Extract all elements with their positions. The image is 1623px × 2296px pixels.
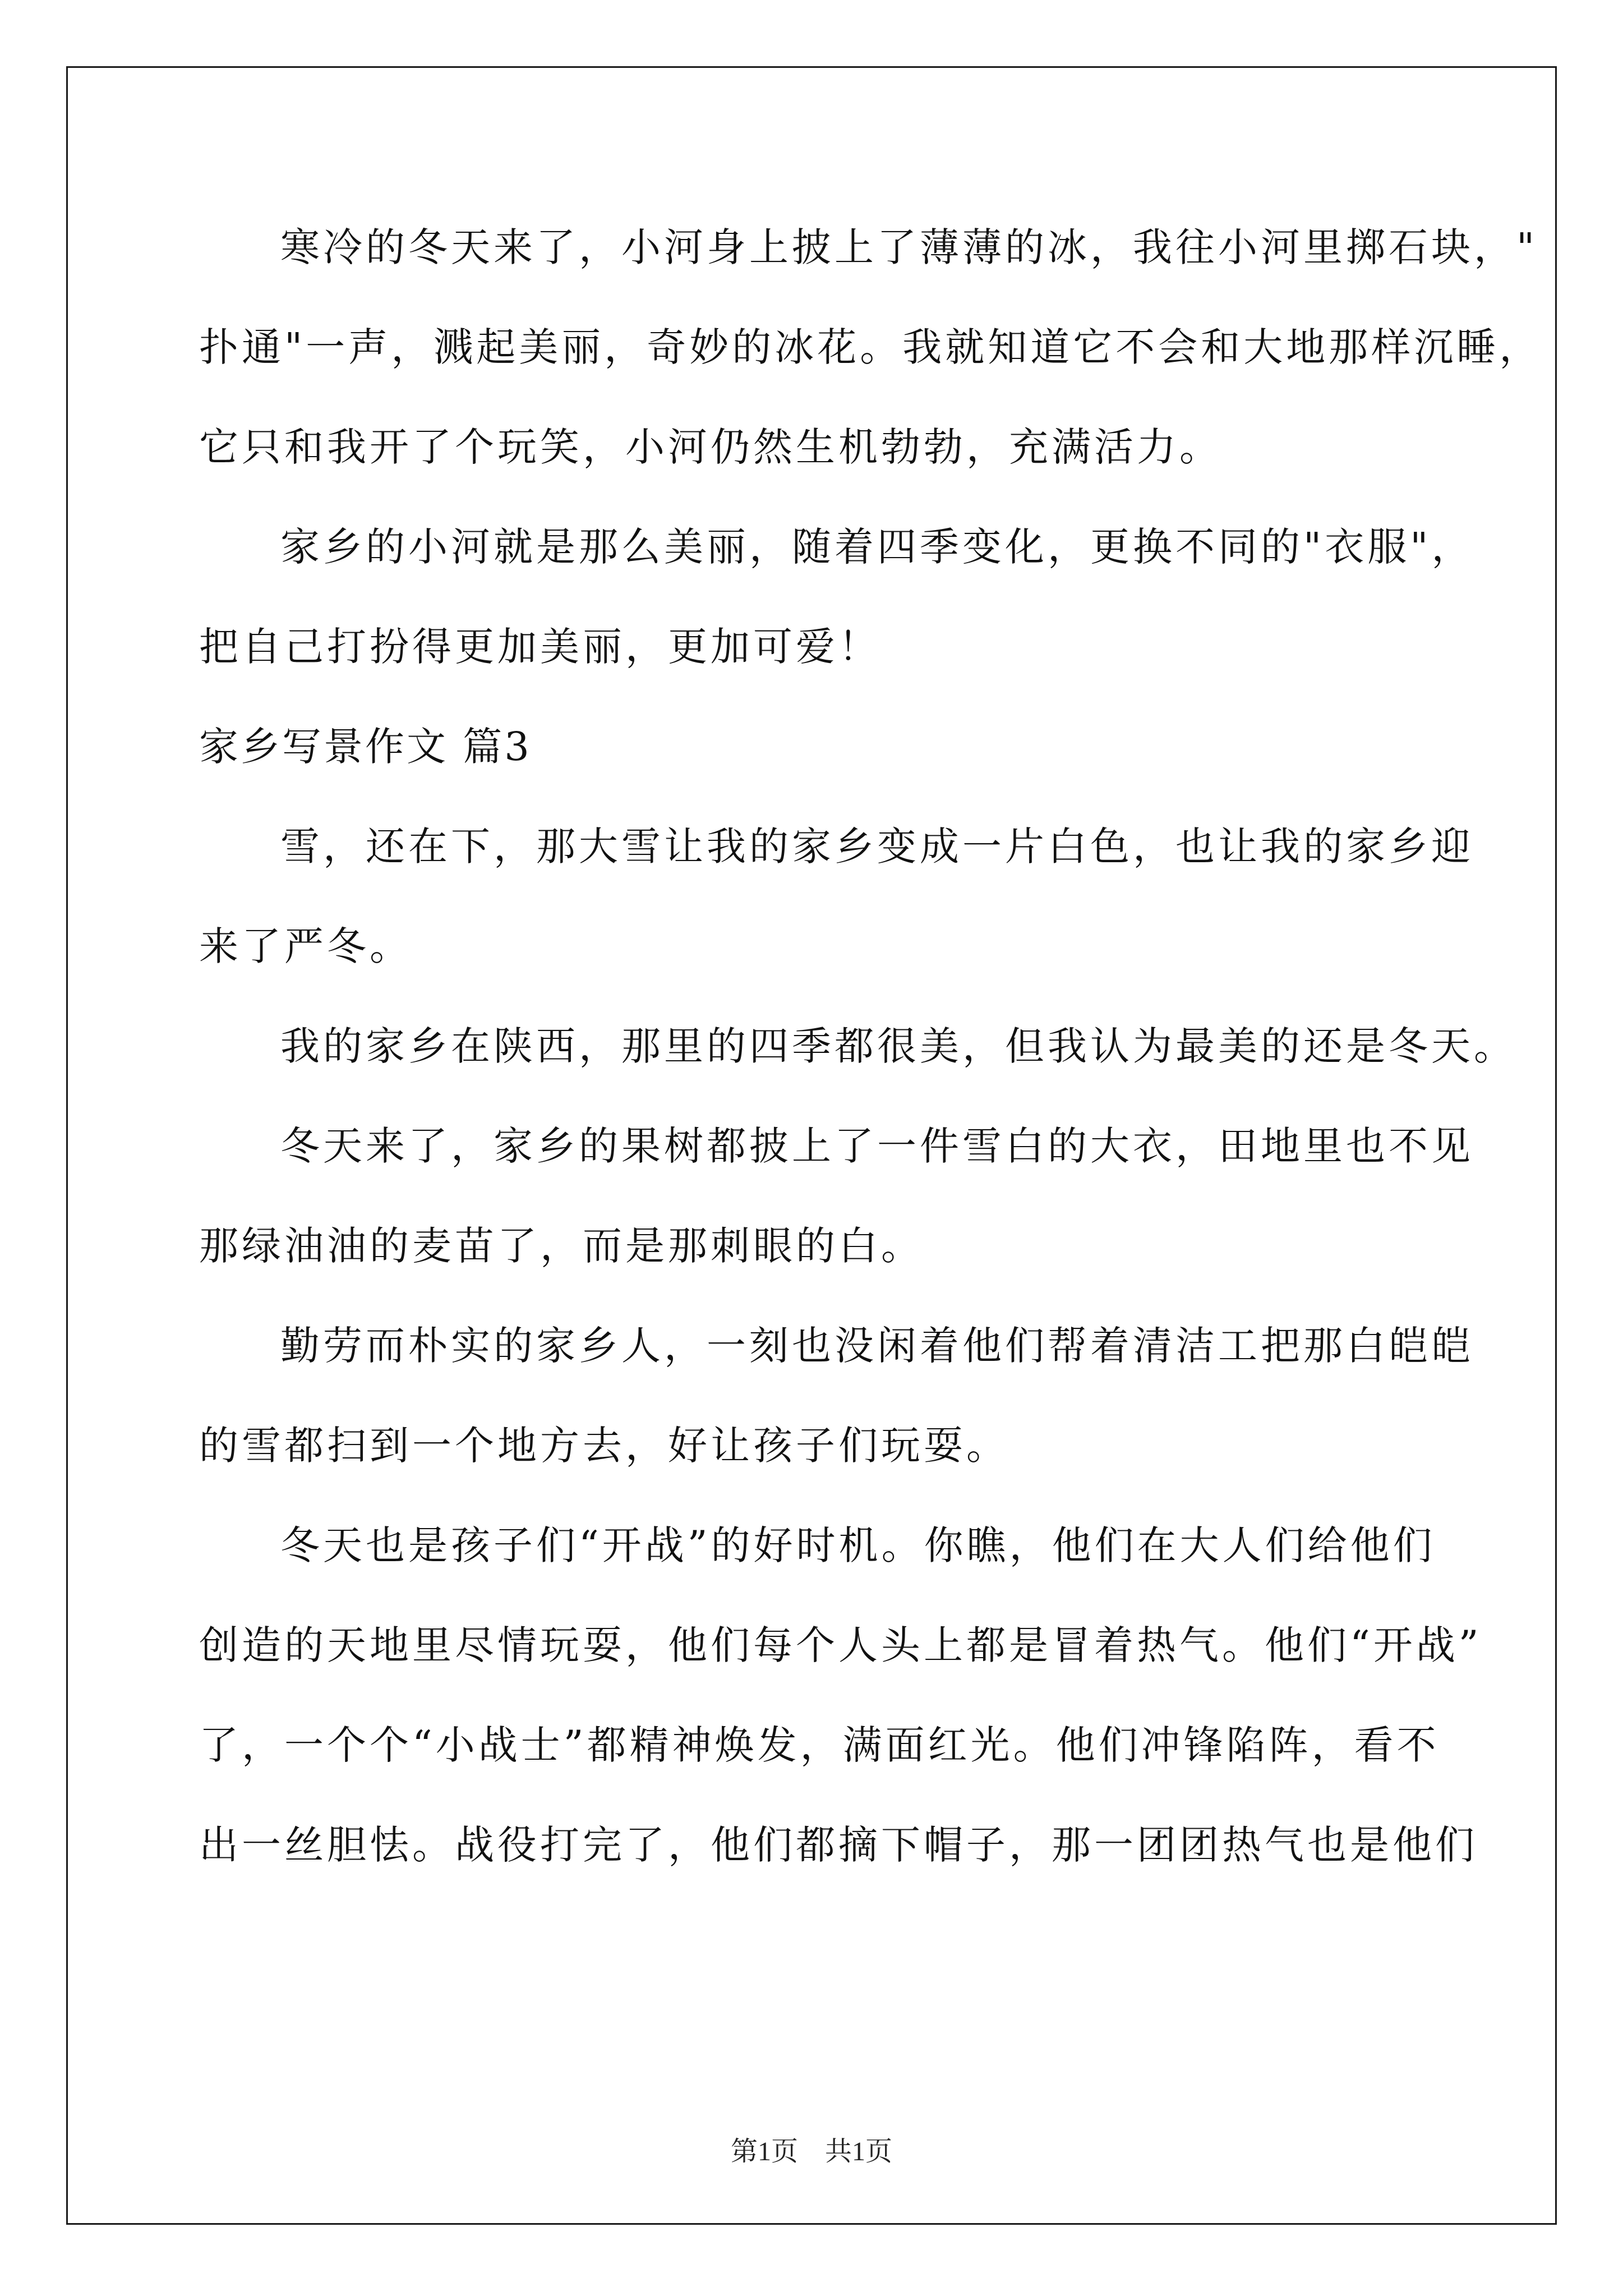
- text-line-16: 了，一个个“小战士”都精神焕发，满面红光。他们冲锋陷阵，看不: [199, 1722, 1440, 1768]
- text-line-1: 寒冷的冬天来了，小河身上披上了薄薄的冰，我往小河里掷石块，": [280, 224, 1538, 270]
- text-line-10: 冬天来了，家乡的果树都披上了一件雪白的大衣，田地里也不见: [280, 1123, 1474, 1169]
- text-line-12: 勤劳而朴实的家乡人，一刻也没闲着他们帮着清洁工把那白皑皑: [280, 1323, 1474, 1369]
- text-line-14: 冬天也是孩子们“开战”的好时机。你瞧，他们在大人们给他们: [280, 1522, 1436, 1568]
- text-line-9: 我的家乡在陕西，那里的四季都很美，但我认为最美的还是冬天。: [280, 1023, 1516, 1069]
- text-line-3: 它只和我开了个玩笑，小河仍然生机勃勃，充满活力。: [199, 424, 1222, 470]
- text-line-15: 创造的天地里尽情玩耍，他们每个人头上都是冒着热气。他们“开战”: [199, 1622, 1482, 1668]
- text-line-2: 扑通"一声，溅起美丽，奇妙的冰花。我就知道它不会和大地那样沉睡，: [199, 324, 1542, 370]
- text-line-7: 雪，还在下，那大雪让我的家乡变成一片白色，也让我的家乡迎: [280, 823, 1474, 869]
- text-line-17: 出一丝胆怯。战役打完了，他们都摘下帽子，那一团团热气也是他们: [199, 1822, 1478, 1868]
- text-line-11: 那绿油油的麦苗了，而是那刺眼的白。: [199, 1223, 924, 1269]
- document-body: [199, 222, 1542, 1919]
- text-line-4: 家乡的小河就是那么美丽，随着四季变化，更换不同的"衣服"，: [280, 524, 1474, 570]
- page-footer: 第1页 共1页: [730, 2137, 892, 2166]
- text-line-8: 来了严冬。: [199, 923, 412, 969]
- section-heading: 家乡写景作文 篇3: [199, 724, 532, 770]
- text-line-13: 的雪都扫到一个地方去，好让孩子们玩耍。: [199, 1423, 1009, 1469]
- text-line-5: 把自己打扮得更加美丽，更加可爱！: [199, 624, 881, 670]
